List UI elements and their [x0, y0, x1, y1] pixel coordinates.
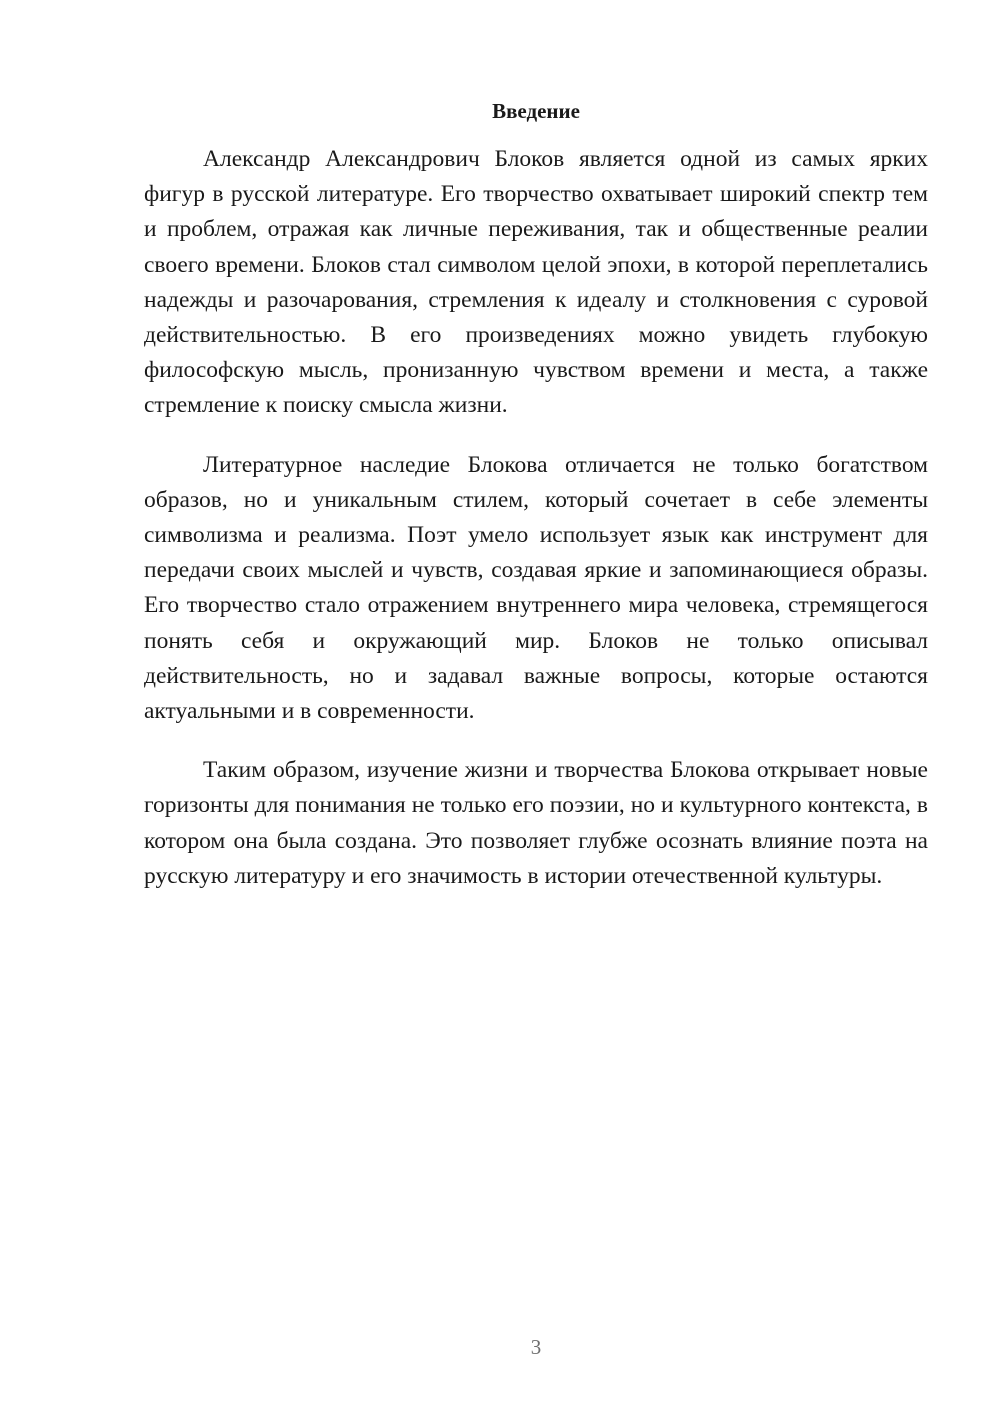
body-text	[144, 142, 928, 894]
paragraph: Александр Александрович Блоков является одной из самых ярких фигур в русской литературе. Его творчество охватывает широкий спектр тем и проблем, отражая как личные переживания, так и общественные реалии своего времени. Блоков стал символом целой эпохи, в которой переплетались надежды и разочарования, стремления к идеалу и столкновения с суровой действительностью. В его произведениях можно увидеть глубокую философскую мысль, пронизанную чувством времени и места, а также стремление к поиску смысла жизни.	[144, 146, 928, 419]
paragraph: Таким образом, изучение жизни и творчества Блокова открывает новые горизонты для понимания не только его поэзии, но и культурного контекста, в котором она была создана. Это позволяет глубже осознать влияние поэта на русскую литературу и его значимость в истории отечественной культуры.	[144, 757, 928, 889]
section-heading: Введение	[492, 99, 580, 123]
page-number: 3	[530, 1335, 542, 1359]
paragraph: Литературное наследие Блокова отличается не только богатством образов, но и уникальным стилем, который сочетает в себе элементы символизма и реализма. Поэт умело использует язык как инструмент для передачи своих мыслей и чувств, создавая яркие и запоминающиеся образы. Его творчество стало отражением внутреннего мира человека, стремящегося понять себя и окружающий мир. Блоков не только описывал действительность, но и задавал важные вопросы, которые остаются актуальными и в современности.	[144, 451, 928, 725]
